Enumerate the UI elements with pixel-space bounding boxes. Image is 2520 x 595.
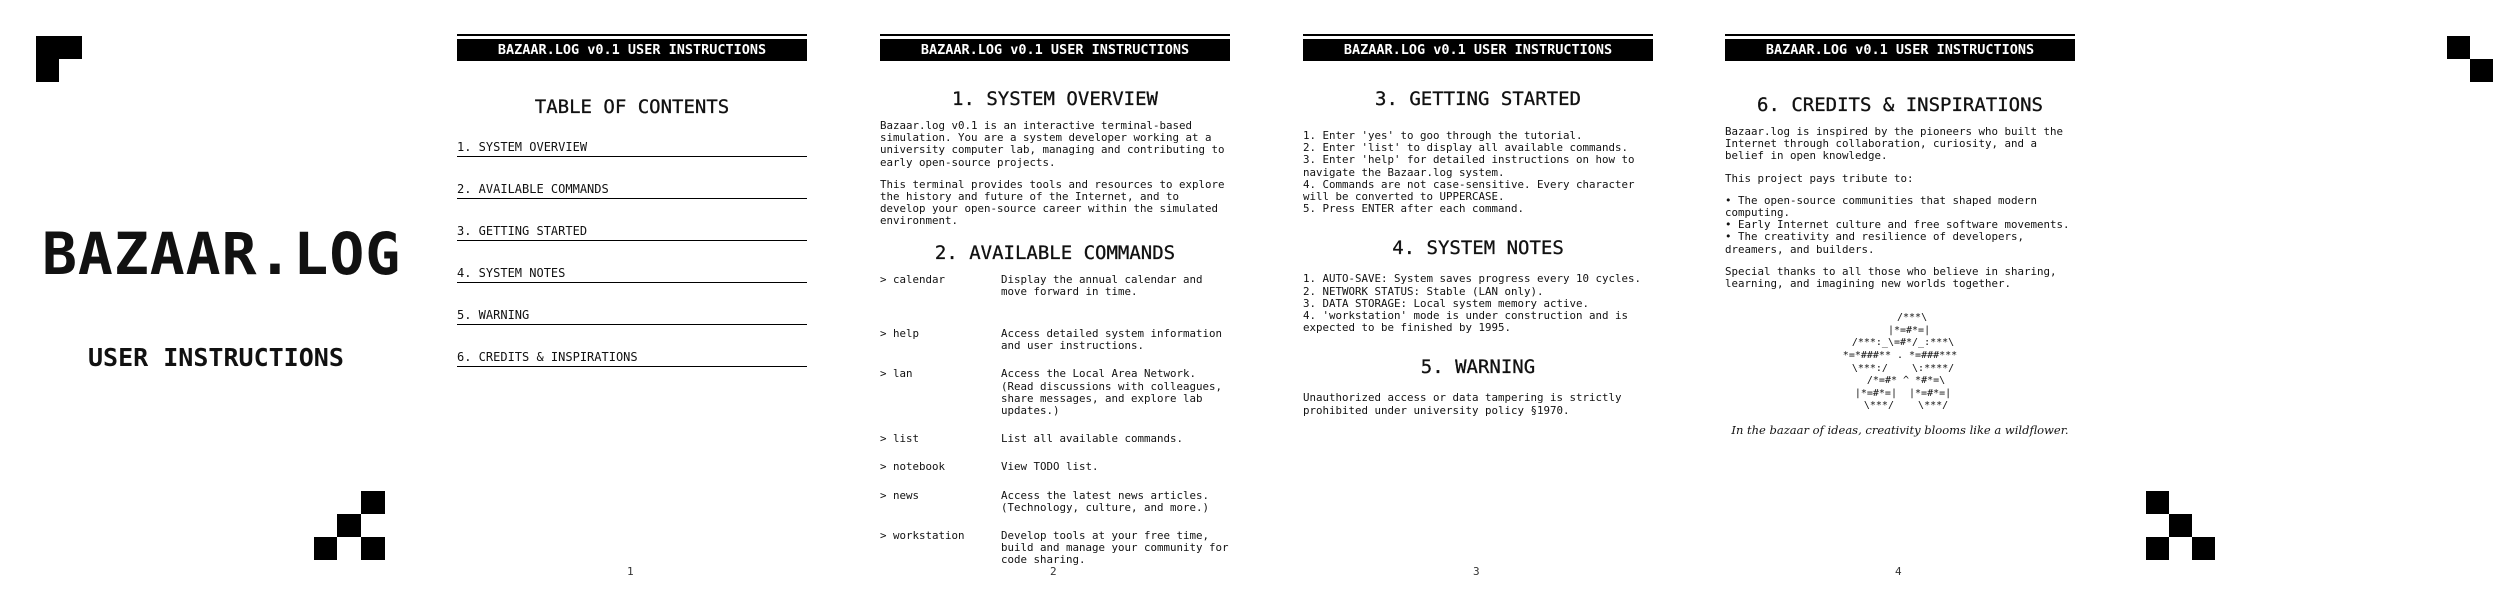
overview-paragraph: Bazaar.log v0.1 is an interactive terminal-based simulation. You are a system developer working at a university computer lab, managing and contributing to early open-source projects.	[880, 119, 1225, 169]
tribute-item: • The creativity and resilience of developers, dreamers, and builders.	[1725, 230, 2025, 256]
pixel-corner-decoration	[36, 59, 59, 82]
header-label: BAZAAR.LOG v0.1 USER INSTRUCTIONS	[1725, 39, 2075, 61]
command-name: > help	[880, 327, 920, 341]
cover-page	[0, 0, 420, 595]
step-item: 5. Press ENTER after each command.	[1303, 202, 1525, 216]
note-item: 1. AUTO-SAVE: System saves progress every 10 cycles.	[1303, 272, 1642, 286]
command-description: Access the latest news articles. (Technology, culture, and more.)	[1001, 488, 1210, 514]
closing-quote: In the bazaar of ideas, creativity blooms like a wildflower.	[1731, 422, 2069, 437]
credits-intro: Bazaar.log is inspired by the pioneers who built the Internet through collaboration, curiosity, and a belief in open knowledge.	[1725, 125, 2064, 163]
section-title-system-notes: 4. SYSTEM NOTES	[1392, 237, 1564, 260]
pixel-corner-decoration	[361, 537, 385, 560]
command-row	[880, 328, 1230, 352]
overview-paragraph: This terminal provides tools and resources to explore the history and future of the Internet, and to develop your open-source career within the simulated environment.	[880, 177, 1225, 228]
toc-item-getting-started[interactable]: 3. GETTING STARTED	[457, 224, 807, 241]
command-name: > workstation	[880, 529, 965, 543]
pixel-corner-decoration	[36, 36, 59, 59]
section-title-credits: 6. CREDITS & INSPIRATIONS	[1757, 94, 2043, 116]
command-description: View TODO list.	[1001, 460, 1099, 474]
note-item: 3. DATA STORAGE: Local system memory active.	[1303, 296, 1590, 310]
page-number: 2	[1050, 565, 1057, 578]
steps-list	[1303, 130, 1653, 215]
command-description: List all available commands.	[1001, 432, 1184, 446]
section-title-overview: 1. SYSTEM OVERVIEW	[952, 88, 1158, 110]
command-name: > news	[880, 488, 920, 502]
pixel-corner-decoration	[2470, 59, 2493, 82]
command-name: > list	[880, 432, 920, 446]
toc-item-warning[interactable]: 5. WARNING	[457, 308, 807, 325]
section-title-warning: 5. WARNING	[1420, 356, 1536, 379]
command-name: > notebook	[880, 460, 946, 474]
page-header	[457, 34, 807, 61]
command-description: Access detailed system information and user instructions.	[1001, 327, 1223, 353]
toc-item-system-notes[interactable]: 4. SYSTEM NOTES	[457, 266, 807, 283]
page-number: 1	[627, 565, 634, 578]
page-number: 4	[1895, 565, 1902, 578]
header-label: BAZAAR.LOG v0.1 USER INSTRUCTIONS	[457, 39, 807, 61]
page-header	[1725, 34, 2075, 61]
command-row	[880, 530, 1230, 567]
tribute-item: • The open-source communities that shaped modern computing.	[1725, 193, 2038, 220]
step-item: 2. Enter 'list' to display all available commands.	[1303, 141, 1629, 155]
command-row	[880, 490, 1230, 514]
command-row	[880, 368, 1230, 417]
page-header	[1303, 34, 1653, 61]
pixel-corner-decoration	[2192, 537, 2215, 560]
section-title-commands: 2. AVAILABLE COMMANDS	[934, 241, 1176, 264]
toc-item-credits[interactable]: 6. CREDITS & INSPIRATIONS	[457, 350, 807, 367]
tribute-item: • Early Internet culture and free software movements.	[1725, 218, 2070, 232]
credits-page	[1725, 0, 2085, 595]
command-row	[880, 274, 1230, 298]
section-title-getting-started: 3. GETTING STARTED	[1375, 88, 1581, 110]
toc-item-commands[interactable]: 2. AVAILABLE COMMANDS	[457, 182, 807, 199]
tributes-list	[1725, 195, 2075, 256]
pixel-corner-decoration	[314, 537, 337, 560]
cover-title: BAZAAR.LOG	[42, 220, 402, 288]
step-item: 1. Enter 'yes' to goo through the tutorial.	[1303, 129, 1583, 142]
pixel-corner-decoration	[337, 514, 361, 537]
toc-page	[457, 0, 817, 595]
header-label: BAZAAR.LOG v0.1 USER INSTRUCTIONS	[880, 39, 1230, 61]
note-item: 4. 'workstation' mode is under construction and is expected to be finished by 1995.	[1303, 309, 1629, 335]
toc-item-overview[interactable]: 1. SYSTEM OVERVIEW	[457, 140, 807, 157]
command-name: > calendar	[880, 272, 946, 286]
pixel-corner-decoration	[2146, 537, 2169, 560]
getting-started-page	[1303, 0, 1663, 595]
cover-subtitle: USER INSTRUCTIONS	[88, 343, 344, 372]
pixel-corner-decoration	[2146, 491, 2169, 514]
command-row	[880, 461, 1230, 473]
command-name: > lan	[880, 367, 913, 381]
step-item: 3. Enter 'help' for detailed instructions on how to navigate the Bazaar.log system.	[1303, 153, 1635, 179]
page-header	[880, 34, 1230, 61]
tribute-lead: This project pays tribute to:	[1725, 171, 1914, 185]
command-description: Develop tools at your free time, build and manage your community for code sharing.	[1001, 529, 1229, 567]
header-label: BAZAAR.LOG v0.1 USER INSTRUCTIONS	[1303, 39, 1653, 61]
pixel-corner-decoration	[2169, 514, 2192, 537]
command-description: Access the Local Area Network. (Read discussions with colleagues, share messages, and explore lab updates.)	[1001, 367, 1223, 418]
command-row	[880, 433, 1230, 445]
pixel-corner-decoration	[2447, 36, 2470, 59]
thanks-text: Special thanks to all those who believe in sharing, learning, and imagining new worlds together.	[1725, 264, 2057, 291]
commands-list	[880, 274, 1230, 567]
pixel-corner-decoration	[361, 491, 385, 514]
toc-title: TABLE OF CONTENTS	[534, 96, 730, 118]
command-description: Display the annual calendar and move forward in time.	[1001, 272, 1203, 298]
overview-commands-page	[880, 0, 1240, 595]
ascii-flower-art: /***\ |*=#*=| /***:_\=#*/_:***\ *=*###** . *=###*** \***:/ \:****/ /*=#* ^ *#*=\ |*=#*=| |*=#*=| \***/ \***/	[1842, 312, 1958, 412]
notes-list	[1303, 273, 1653, 334]
back-cover-page	[2100, 0, 2520, 595]
warning-text: Unauthorized access or data tampering is strictly prohibited under university policy §1970.	[1303, 391, 1622, 417]
pixel-corner-decoration	[59, 36, 82, 59]
page-number: 3	[1473, 565, 1480, 578]
step-item: 4. Commands are not case-sensitive. Every character will be converted to UPPERCASE.	[1303, 177, 1635, 204]
note-item: 2. NETWORK STATUS: Stable (LAN only).	[1303, 284, 1544, 298]
